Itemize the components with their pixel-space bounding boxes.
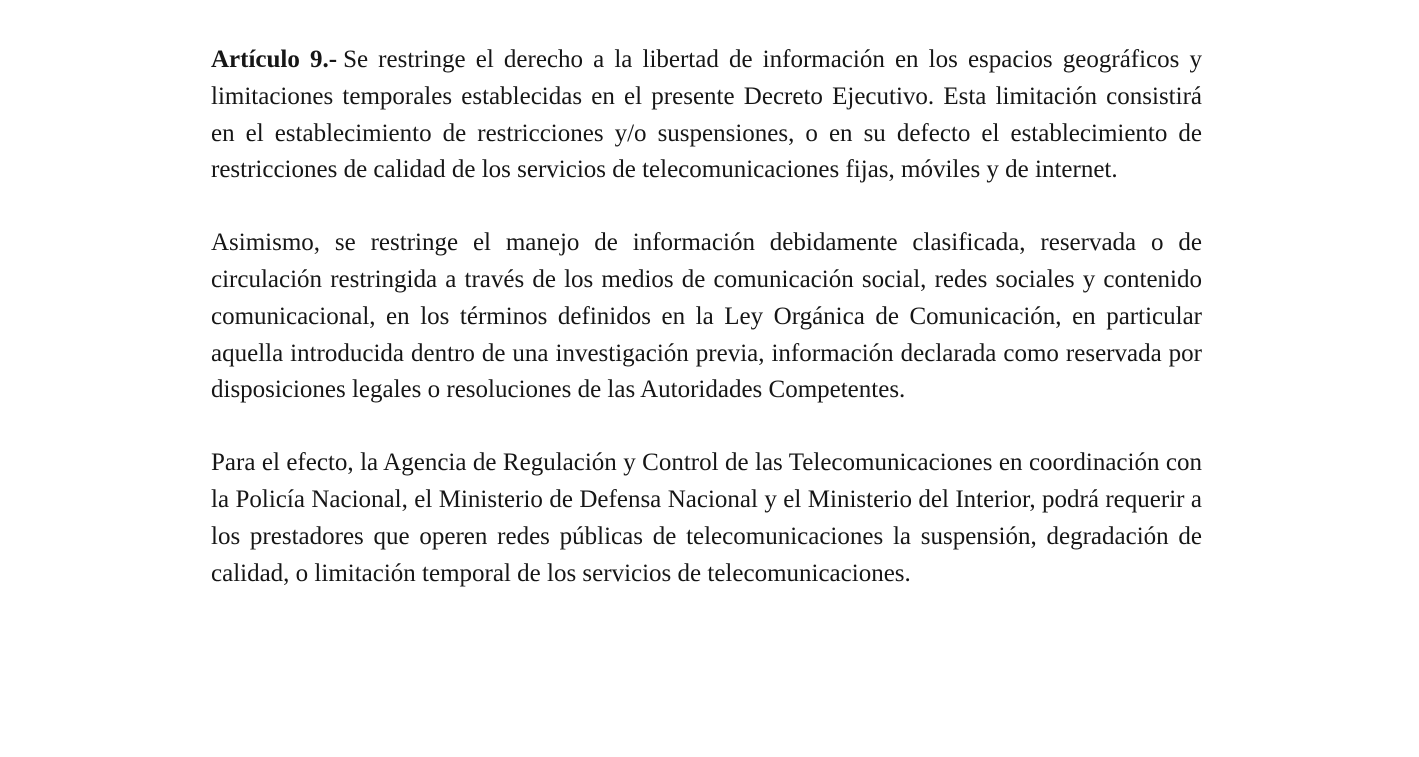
article-heading: Artículo 9.- [211,46,338,73]
paragraph-text-1: Se restringe el derecho a la libertad de información en los espacios geográficos y limitaciones temporales establecidas en el presente Decreto Ejecutivo. Esta limitación consistirá en el establecimiento de restricciones y/o suspensiones, o en su defecto el establecimiento de restricciones de calidad de los servicios de telecomunicaciones fijas, móviles y de internet. [211,46,1202,184]
paragraph-2: Asimismo, se restringe el manejo de información debidamente clasificada, reservada o de circulación restringida a través de los medios de comunicación social, redes sociales y contenido comunicacional, en los términos definidos en la Ley Orgánica de Comunicación, en particular aquella introducida dentro de una investigación previa, información declarada como reservada por disposiciones legales o resoluciones de las Autoridades Competentes. [211,229,1202,404]
document-body [211,42,1202,592]
paragraph-article-9 [211,42,1202,189]
paragraph-3: Para el efecto, la Agencia de Regulación y Control de las Telecomunicaciones en coordinación con la Policía Nacional, el Ministerio de Defensa Nacional y el Ministerio del Interior, podrá requerir a los prestadores que operen redes públicas de telecomunicaciones la suspensión, degradación de calidad, o limitación temporal de los servicios de telecomunicaciones. [211,449,1202,587]
